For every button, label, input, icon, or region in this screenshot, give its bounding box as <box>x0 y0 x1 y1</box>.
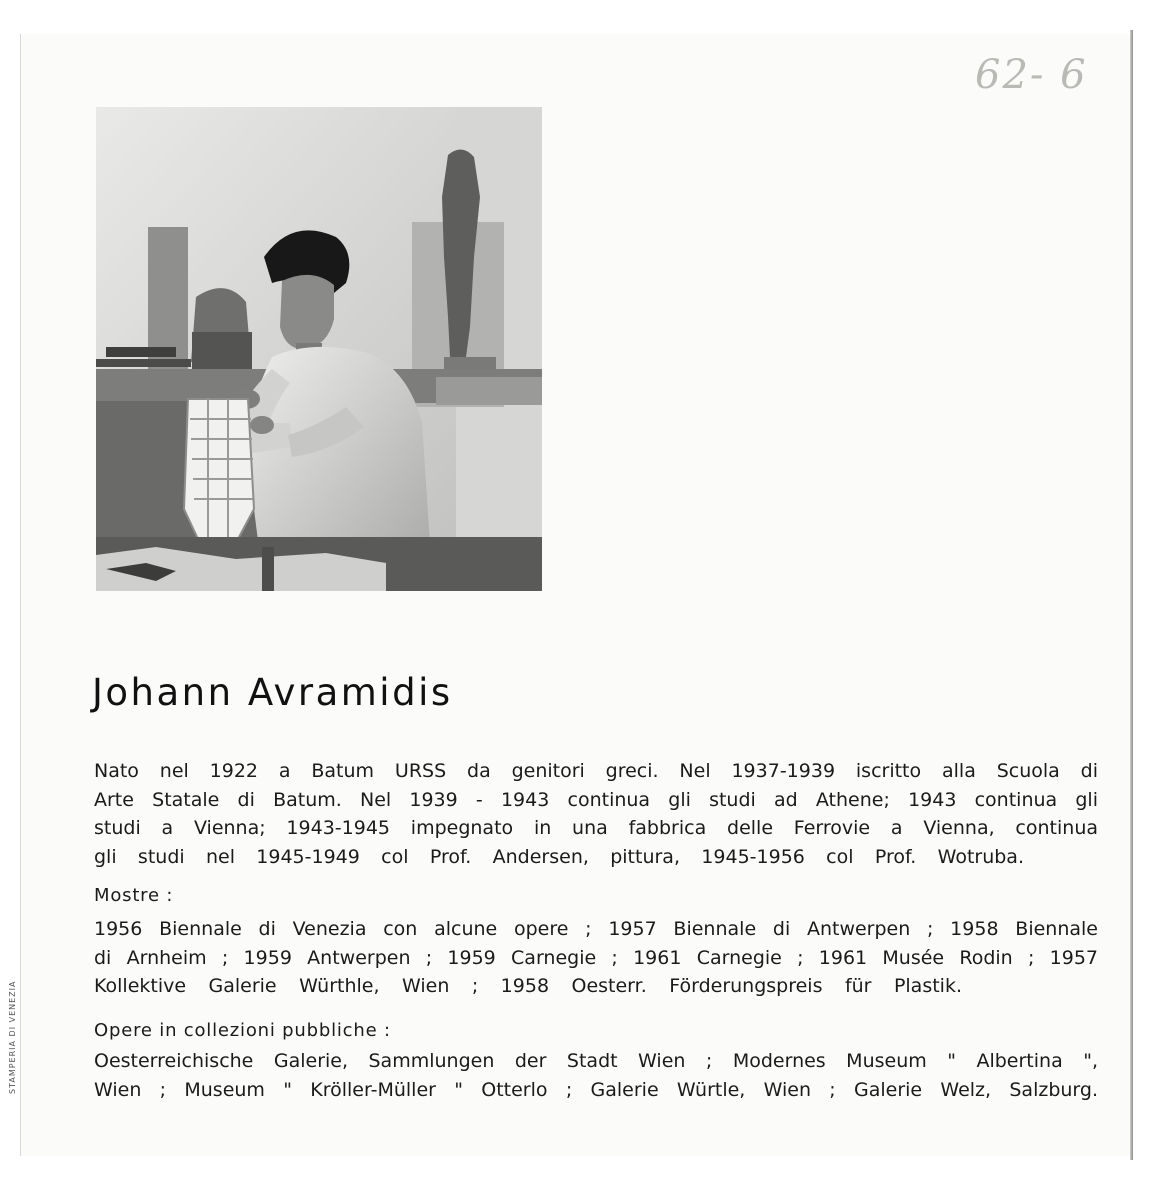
biography-line: Arte Statale di Batum. Nel 1939 - 1943 continua gli studi ad Athene; 1943 continua gli <box>94 788 1098 811</box>
exhibitions-text <box>94 915 1098 1001</box>
biography-line: gli studi nel 1945-1949 col Prof. Andersen, pittura, 1945-1956 col Prof. Wotruba. <box>94 845 1024 868</box>
collections-line: Wien ; Museum " Kröller-Müller " Otterlo ; Galerie Würtle, Wien ; Galerie Welz, Salzburg. <box>94 1078 1098 1101</box>
biography-line: Nato nel 1922 a Batum URSS da genitori greci. Nel 1937-1939 iscritto alla Scuola di <box>94 760 1098 782</box>
page-edge <box>1130 30 1133 1160</box>
exhibitions-label: Mostre : <box>94 885 174 906</box>
exhibitions-line: Kollektive Galerie Würthle, Wien ; 1958 Oesterr. Förderungspreis für Plastik. <box>94 975 962 997</box>
artist-name: Johann Avramidis <box>92 670 453 714</box>
biography-line: studi a Vienna; 1943-1945 impegnato in una fabbrica delle Ferrovie a Vienna, continua <box>94 817 1098 839</box>
biography-text <box>94 757 1098 871</box>
artist-photo <box>96 107 542 591</box>
exhibitions-line: 1956 Biennale di Venezia con alcune opere ; 1957 Biennale di Antwerpen ; 1958 Biennale <box>94 918 1098 940</box>
collections-line: Oesterreichische Galerie, Sammlungen der Stadt Wien ; Modernes Museum " Albertina ", <box>94 1050 1098 1072</box>
exhibitions-line: di Arnheim ; 1959 Antwerpen ; 1959 Carnegie ; 1961 Carnegie ; 1961 Musée Rodin ; 1957 <box>94 946 1098 969</box>
collections-label: Opere in collezioni pubbliche : <box>94 1020 391 1041</box>
handwritten-note: 62- 6 <box>975 52 1088 98</box>
printer-imprint: STAMPERIA DI VENEZIA <box>8 980 17 1094</box>
collections-text <box>94 1047 1098 1104</box>
artist-photo-icon <box>96 107 542 591</box>
